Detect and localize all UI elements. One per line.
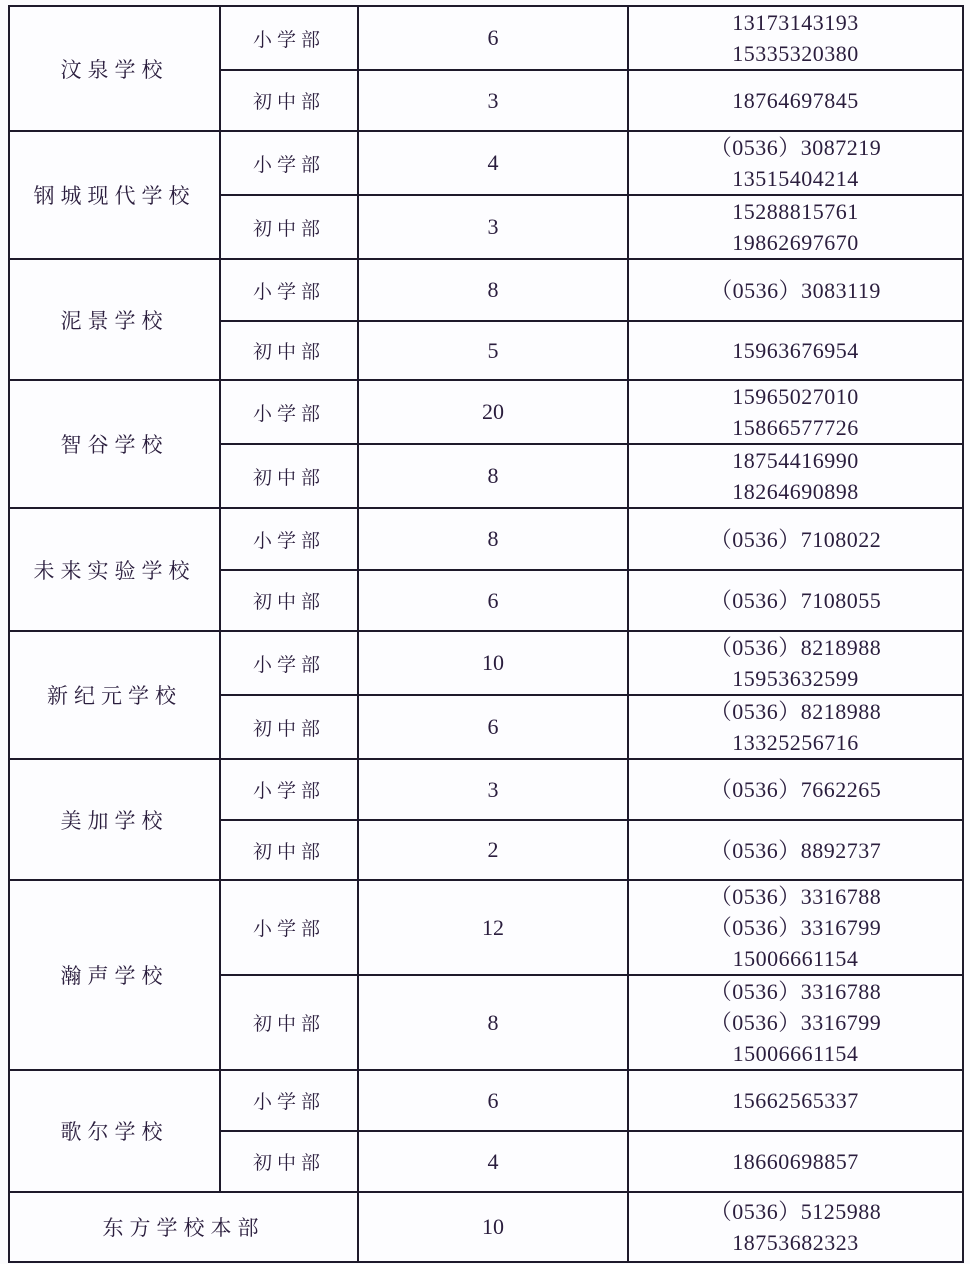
division-cell: 小学部 — [220, 131, 358, 195]
school-name-cell: 泥景学校 — [9, 259, 220, 380]
division-cell: 小学部 — [220, 759, 358, 820]
phone-cell — [628, 975, 963, 1070]
phone-number: 13173143193 — [732, 10, 859, 35]
phone-number: （0536）8218988 — [709, 635, 882, 660]
count-cell: 2 — [358, 820, 628, 880]
phone-number: 18764697845 — [732, 88, 859, 113]
count-cell: 3 — [358, 759, 628, 820]
phone-cell — [628, 1131, 963, 1192]
division-cell: 初中部 — [220, 321, 358, 380]
count-cell: 4 — [358, 131, 628, 195]
phone-number: （0536）3316799 — [709, 915, 882, 940]
division-cell: 小学部 — [220, 880, 358, 975]
phone-cell — [628, 1192, 963, 1262]
division-cell: 初中部 — [220, 1131, 358, 1192]
phone-number: （0536）8892737 — [709, 837, 882, 863]
count-cell: 12 — [358, 880, 628, 975]
count-cell: 6 — [358, 695, 628, 759]
division-cell: 初中部 — [220, 695, 358, 759]
phone-number: （0536）3083119 — [710, 277, 881, 303]
headquarters-name-cell: 东方学校本部 — [9, 1192, 358, 1262]
school-name-cell: 瀚声学校 — [9, 880, 220, 1070]
division-cell: 初中部 — [220, 975, 358, 1070]
division-cell: 初中部 — [220, 70, 358, 131]
count-cell: 3 — [358, 195, 628, 259]
table-row — [9, 880, 963, 975]
count-cell: 6 — [358, 6, 628, 70]
phone-number: （0536）3316788 — [709, 884, 882, 909]
school-name-cell: 智谷学校 — [9, 380, 220, 508]
school-name-cell: 汶泉学校 — [9, 6, 220, 131]
count-cell: 20 — [358, 380, 628, 444]
phone-number: （0536）3087219 — [709, 135, 882, 160]
table-row — [9, 380, 963, 444]
phone-number: 15866577726 — [732, 415, 859, 440]
table-row — [9, 759, 963, 820]
phone-number: （0536）7108055 — [709, 588, 882, 613]
phone-number: 15006661154 — [732, 1041, 859, 1066]
division-cell: 初中部 — [220, 195, 358, 259]
phone-cell — [628, 508, 963, 570]
phone-number: 15662565337 — [732, 1088, 859, 1113]
table-row — [9, 131, 963, 195]
phone-cell — [628, 880, 963, 975]
phone-number: 18264690898 — [732, 479, 859, 504]
phone-number: （0536）5125988 — [709, 1199, 882, 1224]
table-body — [9, 6, 963, 1262]
phone-number: （0536）8218988 — [709, 699, 882, 724]
phone-cell — [628, 380, 963, 444]
phone-number: 15963676954 — [732, 338, 859, 363]
school-name-cell: 新纪元学校 — [9, 631, 220, 759]
count-cell: 8 — [358, 259, 628, 321]
phone-cell — [628, 1070, 963, 1131]
phone-number: 18754416990 — [732, 448, 859, 473]
phone-cell — [628, 570, 963, 631]
table-row — [9, 631, 963, 695]
phone-cell — [628, 6, 963, 70]
count-cell: 8 — [358, 975, 628, 1070]
count-cell: 10 — [358, 1192, 628, 1262]
phone-cell — [628, 631, 963, 695]
count-cell: 4 — [358, 1131, 628, 1192]
phone-number: （0536）7108022 — [709, 526, 882, 552]
school-name-cell: 钢城现代学校 — [9, 131, 220, 259]
phone-cell — [628, 195, 963, 259]
phone-number: 15965027010 — [732, 384, 859, 409]
division-cell: 小学部 — [220, 259, 358, 321]
phone-number: 15006661154 — [732, 946, 859, 971]
school-name-cell: 未来实验学校 — [9, 508, 220, 631]
division-cell: 小学部 — [220, 6, 358, 70]
phone-number: （0536）7662265 — [709, 777, 882, 802]
phone-cell — [628, 695, 963, 759]
phone-cell — [628, 70, 963, 131]
phone-cell — [628, 321, 963, 380]
count-cell: 8 — [358, 444, 628, 508]
phone-number: 19862697670 — [732, 230, 859, 255]
table-row — [9, 259, 963, 321]
phone-number: 15953632599 — [732, 666, 859, 691]
table-row — [9, 6, 963, 70]
division-cell: 小学部 — [220, 508, 358, 570]
table-row — [9, 1070, 963, 1131]
phone-cell — [628, 131, 963, 195]
count-cell: 10 — [358, 631, 628, 695]
phone-number: 13515404214 — [732, 166, 859, 191]
school-contact-table — [8, 5, 964, 1263]
phone-cell — [628, 820, 963, 880]
table-row-headquarters — [9, 1192, 963, 1262]
division-cell: 初中部 — [220, 570, 358, 631]
phone-cell — [628, 444, 963, 508]
division-cell: 小学部 — [220, 631, 358, 695]
count-cell: 3 — [358, 70, 628, 131]
count-cell: 6 — [358, 1070, 628, 1131]
table-row — [9, 508, 963, 570]
phone-number: 15335320380 — [732, 41, 859, 66]
phone-number: （0536）3316799 — [709, 1010, 882, 1035]
phone-cell — [628, 259, 963, 321]
phone-number: 18753682323 — [732, 1230, 859, 1255]
phone-number: 18660698857 — [732, 1149, 859, 1174]
phone-number: 13325256716 — [732, 730, 859, 755]
phone-number: 15288815761 — [732, 199, 859, 224]
count-cell: 6 — [358, 570, 628, 631]
division-cell: 初中部 — [220, 444, 358, 508]
phone-number: （0536）3316788 — [709, 979, 882, 1004]
division-cell: 初中部 — [220, 820, 358, 880]
division-cell: 小学部 — [220, 380, 358, 444]
division-cell: 小学部 — [220, 1070, 358, 1131]
count-cell: 8 — [358, 508, 628, 570]
count-cell: 5 — [358, 321, 628, 380]
phone-cell — [628, 759, 963, 820]
school-name-cell: 美加学校 — [9, 759, 220, 880]
school-name-cell: 歌尔学校 — [9, 1070, 220, 1192]
